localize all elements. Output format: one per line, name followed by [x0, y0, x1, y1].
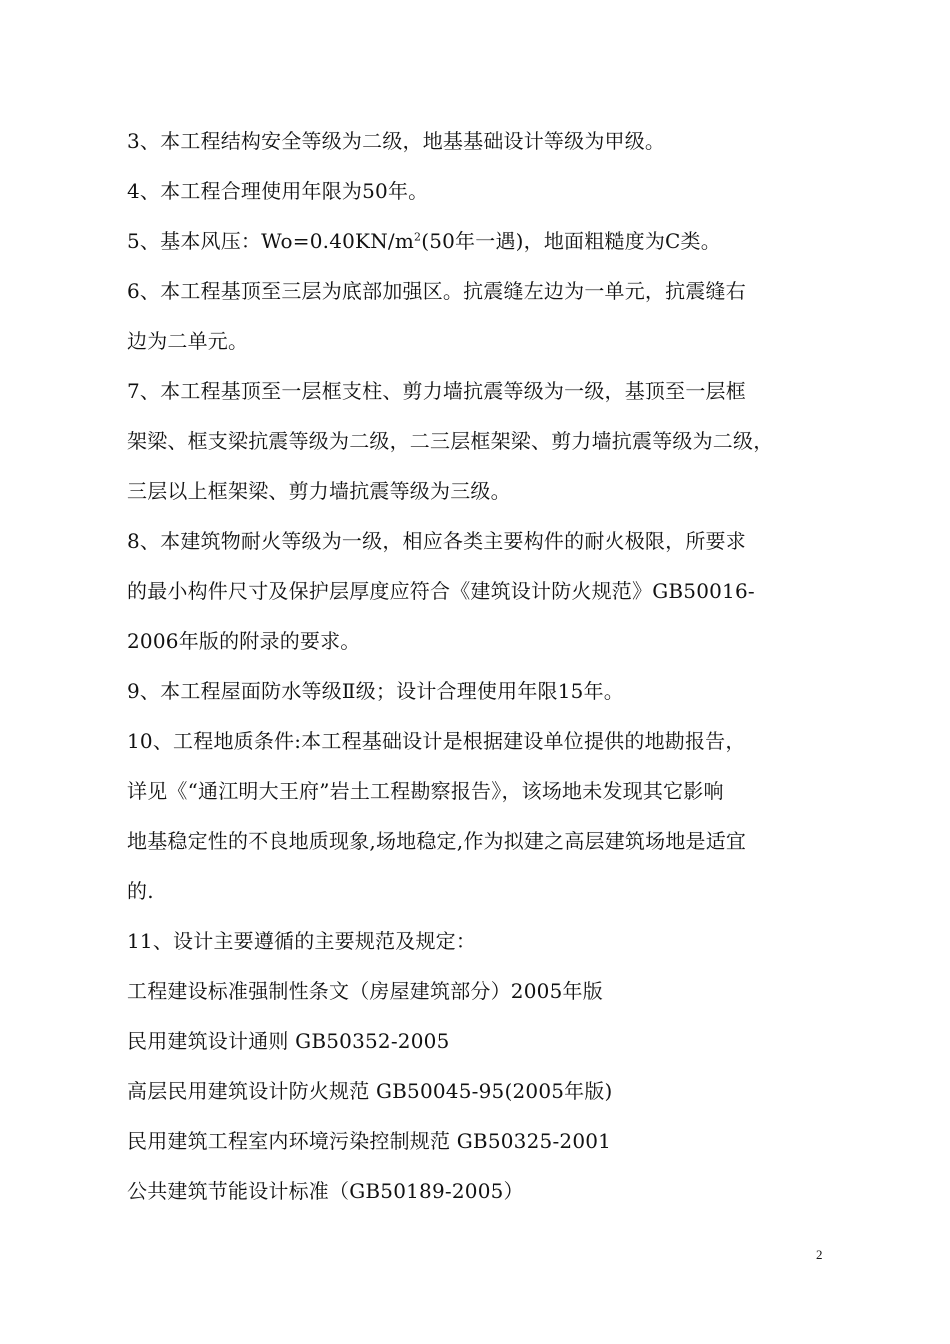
text-line: 3、本工程结构安全等级为二级，地基基础设计等级为甲级。: [127, 129, 666, 153]
text-line-wind-pressure: [127, 228, 721, 254]
text-line: 三层以上框架梁、剪力墙抗震等级为三级。: [127, 479, 511, 503]
text-line: 地基稳定性的不良地质现象,场地稳定,作为拟建之高层建筑场地是适宜: [127, 829, 747, 853]
text-line: 的.: [127, 879, 154, 903]
wind-text-before: 5、基本风压：Wo=0.40KN/m: [127, 229, 414, 253]
text-line: 高层民用建筑设计防火规范 GB50045-95(2005年版): [127, 1079, 613, 1103]
text-line: 边为二单元。: [127, 329, 249, 353]
text-line: 详见《“通江明大王府”岩土工程勘察报告》，该场地未发现其它影响: [127, 779, 724, 803]
wind-text-after: (50年一遇)，地面粗糙度为C类。: [421, 229, 721, 253]
text-line: 6、本工程基顶至三层为底部加强区。抗震缝左边为一单元，抗震缝右: [127, 279, 746, 303]
text-line: 10、工程地质条件:本工程基础设计是根据建设单位提供的地勘报告，: [127, 729, 746, 753]
page-number: 2: [816, 1247, 823, 1262]
text-line: 4、本工程合理使用年限为50年。: [127, 179, 429, 203]
text-line: 9、本工程屋面防水等级Ⅱ级；设计合理使用年限15年。: [127, 679, 624, 703]
text-line: 的最小构件尺寸及保护层厚度应符合《建筑设计防火规范》GB50016-: [127, 579, 755, 603]
text-line: 架梁、框支梁抗震等级为二级，二三层框架梁、剪力墙抗震等级为二级，: [127, 429, 774, 453]
text-line: 民用建筑工程室内环境污染控制规范 GB50325-2001: [127, 1129, 612, 1153]
text-line: 7、本工程基顶至一层框支柱、剪力墙抗震等级为一级，基顶至一层框: [127, 379, 746, 403]
superscript: 2: [414, 230, 422, 244]
text-line: 民用建筑设计通则 GB50352-2005: [127, 1029, 450, 1053]
text-line: 工程建设标准强制性条文（房屋建筑部分）2005年版: [127, 979, 603, 1003]
text-line: 11、设计主要遵循的主要规范及规定：: [127, 929, 477, 953]
text-line: 8、本建筑物耐火等级为一级，相应各类主要构件的耐火极限，所要求: [127, 529, 746, 553]
text-line: 公共建筑节能设计标准（GB50189-2005）: [127, 1179, 524, 1203]
text-line: 2006年版的附录的要求。: [127, 629, 361, 653]
